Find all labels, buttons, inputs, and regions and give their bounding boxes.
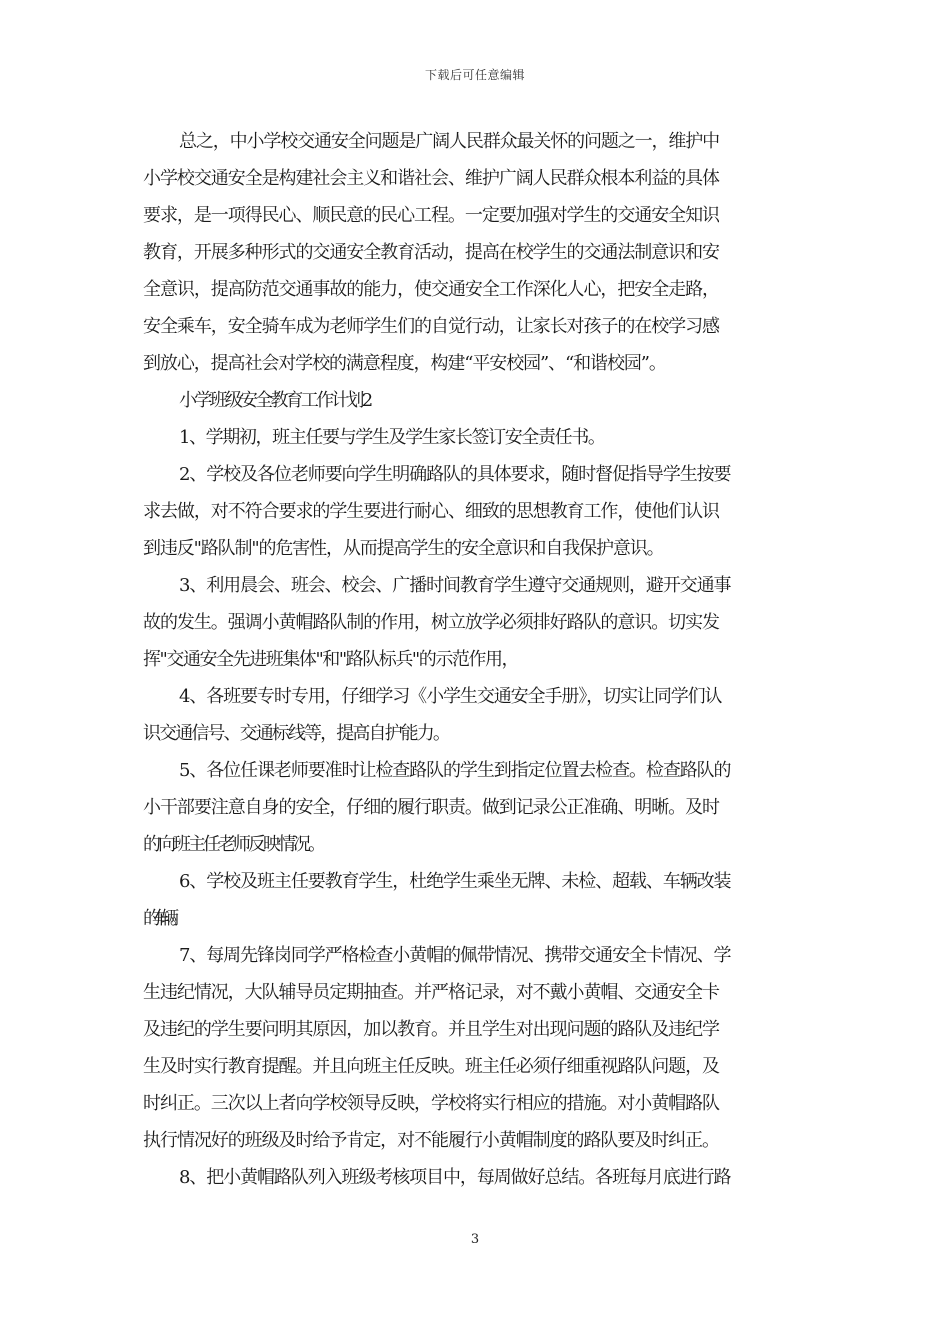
- document-body: [143, 123, 807, 1196]
- paragraph: [143, 123, 807, 382]
- text-line: 到违反"路队制"的危害性，从而提高学生的安全意识和自我保护意识。: [143, 538, 664, 559]
- paragraph: [143, 382, 807, 419]
- page-header: 下载后可任意编辑: [424, 68, 525, 82]
- text-line: 3、利用晨会、班会、校会、广播时间教育学生遵守交通规则，避开交通事: [179, 575, 731, 596]
- paragraph: [143, 937, 807, 1159]
- paragraph: [143, 1159, 807, 1196]
- paragraph: [143, 567, 807, 678]
- text-line: 挥"交通安全先进班集体"和"路队标兵"的示范作用，: [143, 649, 519, 670]
- text-line: 5、各位任课老师要准时让检查路队的学生到指定位置去检查。检查路队的: [179, 760, 731, 781]
- text-line: 识交通信号、交通标线等，提高自护能力。: [143, 723, 449, 744]
- text-line: 要求，是一项得民心、顺民意的民心工程。一定要加强对学生的交通安全知识: [143, 205, 719, 226]
- text-line: 总之，中小学校交通安全问题是广阔人民群众最关怀的问题之一，维护中: [179, 131, 719, 152]
- text-line: 教育，开展多种形式的交通安全教育活动，提高在校学生的交通法制意识和安: [143, 242, 719, 263]
- paragraph: [143, 752, 807, 863]
- text-line: 生及时实行教育提醒。并且向班主任反映。班主任必须仔细重视路队问题，及: [143, 1056, 719, 1077]
- text-line: 的向班主任老师反映情况。: [143, 834, 323, 855]
- paragraph: [143, 678, 807, 752]
- text-line: 4、各班要专时专用，仔细学习《小学生交通安全手册》，切实让同学们认: [179, 686, 722, 707]
- text-line: 2、学校及各位老师要向学生明确路队的具体要求，随时督促指导学生按要: [179, 464, 731, 485]
- text-line: 小学班级安全教育工作计划2: [179, 390, 371, 411]
- text-line: 安全乘车，安全骑车成为老师学生们的自觉行动，让家长对孩子的在校学习感: [143, 316, 719, 337]
- text-line: 小干部要注意自身的安全，仔细的履行职责。做到记录公正准确、明晰。及时: [143, 797, 719, 818]
- paragraph: [143, 456, 807, 567]
- text-line: 小学校交通安全是构建社会主义和谐社会、维护广阔人民群众根本利益的具体: [143, 168, 719, 189]
- text-line: 1、学期初，班主任要与学生及学生家长签订安全责任书。: [179, 427, 605, 448]
- text-line: 6、学校及班主任要教育学生，杜绝学生乘坐无牌、未检、超载、车辆改装: [179, 871, 731, 892]
- text-line: 执行情况好的班级及时给予肯定，对不能履行小黄帽制度的路队要及时纠正。: [143, 1130, 719, 1151]
- text-line: 到放心，提高社会对学校的满意程度，构建“平安校园”、“和谐校园”。: [143, 353, 666, 374]
- text-line: 故的发生。强调小黄帽路队制的作用，树立放学必须排好路队的意识。切实发: [143, 612, 719, 633]
- paragraph: [143, 419, 807, 456]
- page-number: 3: [470, 1232, 480, 1247]
- text-line: 求去做，对不符合要求的学生要进行耐心、细致的思想教育工作，使他们认识: [143, 501, 719, 522]
- paragraph: [143, 863, 807, 937]
- text-line: 及违纪的学生要问明其原因，加以教育。并且学生对出现问题的路队及违纪学: [143, 1019, 719, 1040]
- text-line: 生违纪情况，大队辅导员定期抽查。并严格记录，对不戴小黄帽、交通安全卡: [143, 982, 719, 1003]
- text-line: 时纠正。三次以上者向学校领导反映，学校将实行相应的措施。对小黄帽路队: [143, 1093, 719, 1114]
- text-line: 8、把小黄帽路队列入班级考核项目中，每周做好总结。各班每月底进行路: [179, 1167, 731, 1188]
- text-line: 7、每周先锋岗同学严格检查小黄帽的佩带情况、携带交通安全卡情况、学: [179, 945, 731, 966]
- text-line: 全意识，提高防范交通事故的能力，使交通安全工作深化人心，把安全走路，: [143, 279, 719, 300]
- text-line: 的车辆。: [143, 908, 179, 929]
